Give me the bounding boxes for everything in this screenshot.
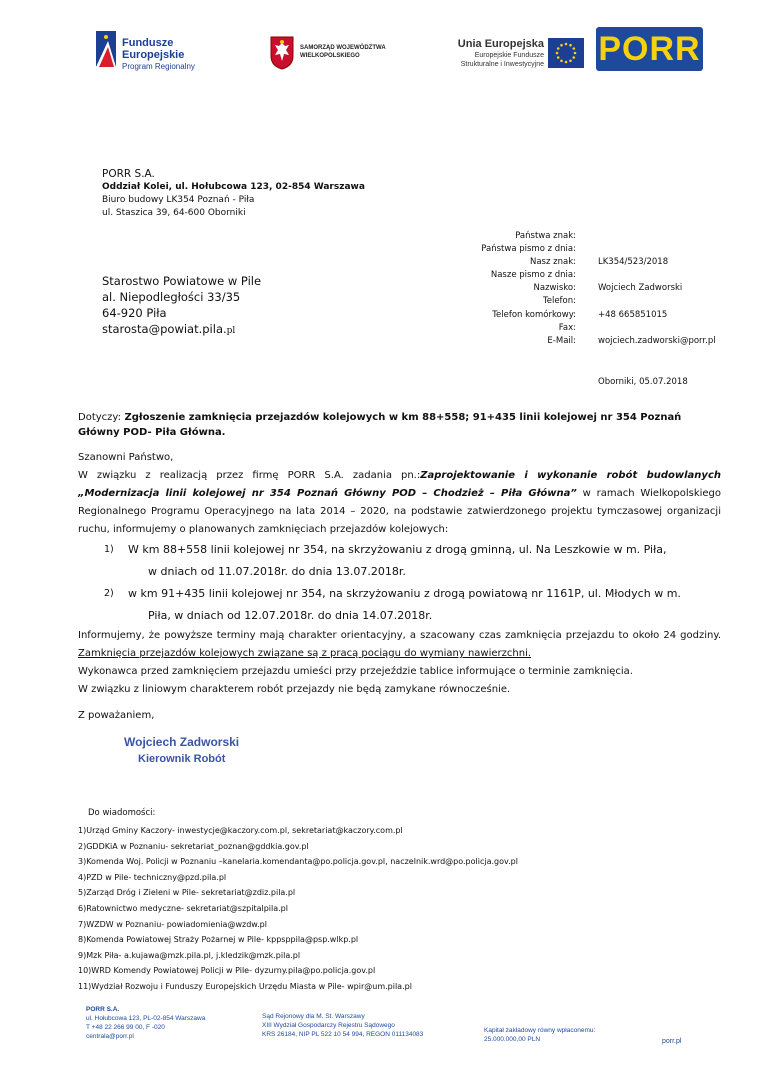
ref-value: Wojciech Zadworski — [598, 283, 683, 294]
cc-header: Do wiadomości: — [88, 808, 156, 818]
letter-body — [78, 449, 721, 699]
ref-value: +48 665851015 — [598, 309, 668, 320]
closures-list — [78, 539, 721, 627]
paragraph-3: Wykonawca przed zamknięciem przejazdu umieści przy przejeździe tablice informujące o terminie zamknięcia. — [78, 666, 633, 677]
wielkopolska-eagle-shield-icon — [270, 36, 294, 70]
reference-values — [598, 230, 716, 348]
intro-paragraph — [78, 467, 721, 539]
wlkp-line1: SAMORZĄD WOJEWÓDZTWA — [300, 45, 386, 51]
sender-block — [102, 168, 365, 220]
recipient-email[interactable] — [102, 321, 261, 339]
subject-line — [78, 410, 703, 440]
fe-line3: Program Regionalny — [122, 62, 195, 71]
cc-item: 6)Ratownictwo medyczne- sekretariat@szpitalpila.pl — [78, 903, 288, 913]
para2-a: Informujemy, że powyższe terminy mają charakter orientacyjny, a szacowany czas zamknięcia przejazdu to około 24 godziny. — [78, 630, 721, 641]
recipient-email-main: starosta@powiat.pila. — [102, 322, 227, 336]
footer-line: Sąd Rejonowy dla M. St. Warszawy — [262, 1013, 365, 1020]
fundusze-europejskie-logo — [122, 37, 195, 73]
ref-label: Telefon komórkowy: — [492, 309, 576, 320]
cc-item: 2)GDDKiA w Poznaniu- sekretariat_poznan@gddkia.gov.pl — [78, 841, 309, 851]
ref-label: Nasze pismo z dnia: — [490, 270, 576, 281]
cc-item: 11)Wydział Rozwoju i Funduszy Europejskich Urzędu Miasta w Pile- wpir@um.pila.pl — [78, 981, 412, 991]
ref-value[interactable]: wojciech.zadworski@porr.pl — [598, 335, 716, 346]
sender-branch: Oddział Kolei, ul. Hołubcowa 123, 02-854 Warszawa — [102, 182, 365, 192]
recipient-city: 64-920 Piła — [102, 306, 167, 320]
ref-value: LK354/523/2018 — [598, 257, 669, 268]
footer-line: 25.000.000,00 PLN — [484, 1036, 541, 1043]
ue-sub2: Strukturalne i Inwestycyjne — [460, 61, 544, 68]
footer-line: ul. Hołubcowa 123, PL-02-854 Warszawa — [86, 1015, 206, 1022]
fe-line2: Europejskie — [122, 49, 185, 61]
footer-line: centrala@porr.pl — [86, 1033, 134, 1040]
intro-a: W związku z realizacją przez firmę PORR S.A. zadania pn.: — [78, 470, 421, 481]
sender-company: PORR S.A. — [102, 168, 155, 180]
cc-item: 8)Komenda Powiatowej Straży Pożarnej w Pile- kppsppila@psp.wlkp.pl — [78, 935, 359, 945]
footer-line: Kapitał zakładowy równy wpłaconemu: — [484, 1027, 596, 1034]
recipient-email-tld: pl — [226, 326, 236, 336]
cc-item: 4)PZD w Pile- techniczny@pzd.pila.pl — [78, 872, 227, 882]
footer-company — [86, 1005, 205, 1041]
cc-item: 5)Zarząd Dróg i Zieleni w Pile- sekretariat@zdiz.pila.pl — [78, 888, 296, 898]
ue-sub1: Europejskie Fundusze — [474, 52, 544, 59]
ref-value — [598, 269, 716, 282]
ref-label: Fax: — [558, 322, 576, 333]
para2-underlined: Zamknięcia przejazdów kolejowych związane są z pracą pociągu do wymiany nawierzchni. — [78, 648, 532, 659]
signature-stamp-name: Wojciech Zadworski — [124, 735, 240, 749]
sender-office: Biuro budowy LK354 Poznań - Piła — [102, 195, 255, 205]
list-item-number: 2) — [104, 588, 114, 599]
wlkp-line2: WIELKOPOLSKIEGO — [300, 53, 360, 59]
footer-line: T +48 22 266 99 00, F -020 — [86, 1024, 165, 1031]
ref-label: E-Mail: — [547, 335, 576, 346]
letter-date: Oborniki, 05.07.2018 — [598, 377, 688, 387]
ref-label: Nazwisko: — [533, 283, 576, 294]
list-item-line1: w km 91+435 linii kolejowej nr 354, na skrzyżowaniu z drogą powiatową nr 1161P, ul. Młodych w m. — [128, 587, 681, 600]
intro-task-name: Zaprojektowanie i wykonanie robót budowlanych „Modernizacja linii kolejowej nr 354 Poznań Główny POD – Chodzież – Piła Główna” — [78, 470, 721, 499]
recipient-block — [102, 273, 261, 339]
greeting: Szanowni Państwo, — [78, 452, 174, 463]
intro-c: w ramach Wielkopolskiego Regionalnego Programu Operacyjnego na lata 2014 – 2020, na podstawie zatwierdzonego projektu tymczasowej organizacji ruchu, informujemy o planowanych zamknięciach przejazdów kolejowych: — [78, 488, 722, 535]
cc-item: 1)Urząd Gminy Kaczory- inwestycje@kaczory.com.pl, sekretariat@kaczory.com.pl — [78, 826, 403, 835]
porr-logo — [596, 27, 703, 71]
cc-item: 3)Komenda Woj. Policji w Poznaniu –kanelaria.komendanta@po.policja.gov.pl, naczelnik.wrd@po.policja.gov.pl — [78, 857, 518, 867]
list-item — [78, 583, 721, 627]
ue-title: Unia Europejska — [457, 38, 544, 50]
eu-flag-icon — [548, 38, 584, 68]
wielkopolska-logo-text — [300, 44, 386, 60]
ref-label: Państwa znak: — [515, 231, 576, 241]
footer-line: KRS 26184, NIP PL 522 10 54 994, REGON 011134083 — [262, 1031, 424, 1038]
recipient-street: al. Niepodległości 33/35 — [102, 290, 241, 304]
closing: Z poważaniem, — [78, 710, 155, 721]
ref-value — [598, 230, 716, 243]
sender-address: ul. Staszica 39, 64-600 Oborniki — [102, 208, 246, 218]
paragraph-2 — [78, 627, 721, 663]
cc-list — [78, 823, 518, 995]
footer-line: PORR S.A. — [86, 1006, 120, 1013]
ref-value — [598, 322, 716, 335]
footer-website[interactable]: porr.pl — [662, 1038, 682, 1045]
list-item — [78, 539, 721, 583]
footer-capital — [484, 1026, 595, 1044]
ref-label: Nasz znak: — [529, 257, 576, 268]
porr-logo-text: PORR — [598, 30, 701, 68]
ref-label: Państwa pismo z dnia: — [481, 244, 576, 255]
fe-line1: Fundusze — [122, 37, 174, 49]
cc-item: 10)WRD Komendy Powiatowej Policji w Pile- dyzurny.pila@po.policja.gov.pl — [78, 966, 376, 976]
subject-text: Zgłoszenie zamknięcia przejazdów kolejowych w km 88+558; 91+435 linii kolejowej nr 354 Poznań Główny POD- Piła Główna. — [78, 412, 682, 438]
unia-europejska-logo-text — [442, 38, 544, 69]
footer-line: XIII Wydział Gospodarczy Rejestru Sądowego — [262, 1022, 395, 1029]
list-item-line2: w dniach od 11.07.2018r. do dnia 13.07.2018r. — [148, 565, 406, 578]
reference-labels — [440, 230, 576, 348]
recipient-name: Starostwo Powiatowe w Pile — [102, 274, 262, 288]
signature-stamp-role: Kierownik Robót — [138, 753, 226, 765]
list-item-line2: Piła, w dniach od 12.07.2018r. do dnia 14.07.2018r. — [148, 609, 433, 622]
fundusze-europejskie-flag-icon — [96, 31, 116, 67]
ref-value — [598, 243, 716, 256]
footer-registry — [262, 1012, 423, 1039]
subject-label: Dotyczy: — [78, 412, 121, 423]
ref-label: Telefon: — [542, 296, 576, 307]
cc-item: 7)WZDW w Poznaniu- powiadomienia@wzdw.pl — [78, 919, 267, 929]
cc-item: 9)Mzk Piła- a.kujawa@mzk.pila.pl, j.kledzik@mzk.pila.pl — [78, 950, 301, 960]
list-item-line1: W km 88+558 linii kolejowej nr 354, na skrzyżowaniu z drogą gminną, ul. Na Leszkowie w m. Piła, — [128, 543, 667, 556]
paragraph-4: W związku z liniowym charakterem robót przejazdy nie będą zamykane równocześnie. — [78, 684, 511, 695]
ref-value — [598, 295, 716, 308]
list-item-number: 1) — [104, 544, 114, 555]
